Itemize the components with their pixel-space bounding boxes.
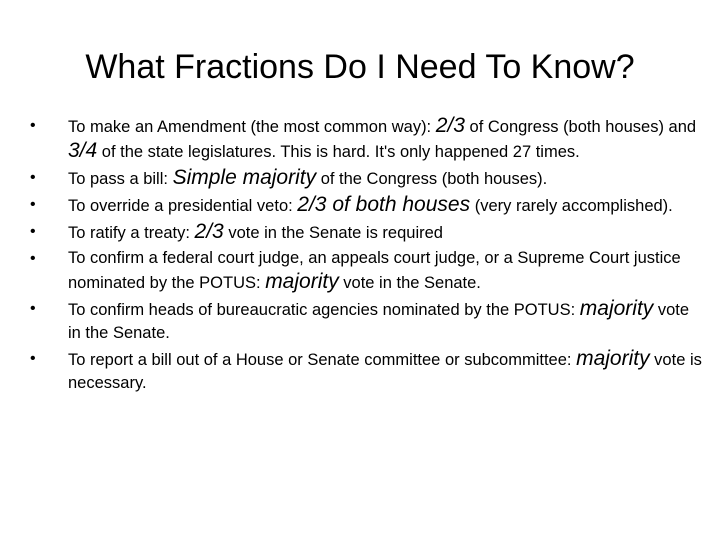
bullet-item xyxy=(30,114,702,164)
bullet-text: To confirm a federal court judge, an appeals court judge, or a Supreme Court justice nominated by the POTUS: xyxy=(68,249,681,292)
bullet-dot-icon: • xyxy=(30,169,36,186)
bullet-text: To ratify a treaty: xyxy=(68,224,195,242)
slide-title: What Fractions Do I Need To Know? xyxy=(85,48,635,86)
emphasized-fraction: majority xyxy=(576,347,650,370)
bullet-item xyxy=(30,220,702,245)
bullet-item xyxy=(30,193,702,218)
bullet-dot-icon: • xyxy=(30,300,36,317)
bullet-list xyxy=(30,114,702,397)
bullet-text: To confirm heads of bureaucratic agencies nominated by the POTUS: xyxy=(68,301,580,319)
bullet-dot-icon: • xyxy=(30,250,36,267)
bullet-text: vote in the Senate. xyxy=(338,274,481,292)
bullet-text: To pass a bill: xyxy=(68,170,173,188)
bullet-text: To report a bill out of a House or Senate committee or subcommittee: xyxy=(68,351,577,369)
bullet-text: vote is necessary. xyxy=(68,351,702,392)
bullet-text: vote in the Senate. xyxy=(68,301,690,342)
bullet-text: vote in the Senate is required xyxy=(223,224,443,242)
bullet-item xyxy=(30,166,702,191)
emphasized-fraction: 2/3 xyxy=(435,114,465,137)
bullet-text: of the Congress (both houses). xyxy=(316,170,548,188)
bullet-text: of Congress (both houses) and xyxy=(464,118,697,136)
bullet-text: (very rarely accomplished). xyxy=(470,197,673,215)
bullet-text: of the state legislatures. This is hard. It's only happened 27 times. xyxy=(97,143,580,161)
emphasized-fraction: majority xyxy=(265,270,339,293)
bullet-dot-icon: • xyxy=(30,350,36,367)
bullet-text: To override a presidential veto: xyxy=(68,197,298,215)
emphasized-fraction: 3/4 xyxy=(68,139,98,162)
bullet-item xyxy=(30,347,702,395)
bullet-item xyxy=(30,297,702,345)
bullet-dot-icon: • xyxy=(30,223,36,240)
bullet-dot-icon: • xyxy=(30,196,36,213)
emphasized-fraction: 2/3 xyxy=(194,220,224,243)
bullet-dot-icon: • xyxy=(30,117,36,134)
bullet-item xyxy=(30,247,702,295)
bullet-text: To make an Amendment (the most common way): xyxy=(68,118,436,136)
emphasized-fraction: majority xyxy=(579,297,654,320)
emphasized-fraction: 2/3 of both houses xyxy=(297,193,471,216)
emphasized-fraction: Simple majority xyxy=(172,166,317,189)
